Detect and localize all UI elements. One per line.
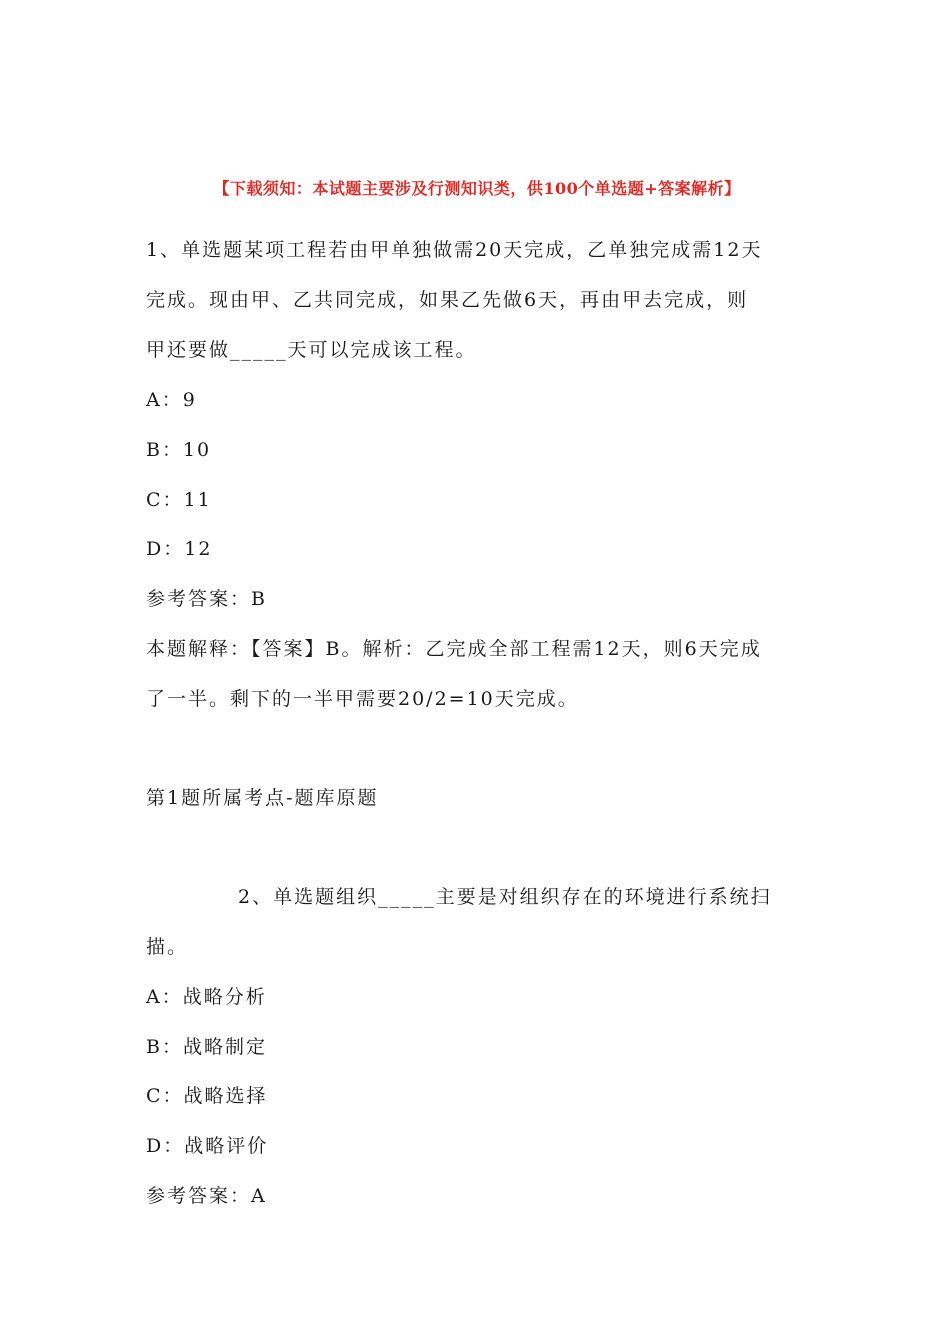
q2-option-a: A：战略分析 [146,986,267,1008]
q1-explanation-line-1: 本题解释：【答案】B。解析：乙完成全部工程需12天，则6天完成 [146,638,762,660]
q1-option-a: A：9 [146,389,197,411]
q1-topic: 第1题所属考点-题库原题 [146,787,379,809]
q2-option-b: B：战略制定 [146,1036,267,1058]
q2-option-c: C：战略选择 [146,1085,268,1107]
q1-stem-line-3: 甲还要做_____天可以完成该工程。 [146,339,477,361]
q1-option-b: B：10 [146,439,212,461]
q2-option-d: D：战略评价 [146,1135,269,1157]
q1-explanation-line-2: 了一半。剩下的一半甲需要20/2=10天完成。 [146,688,579,710]
q2-stem-line-1: 2、单选题组织_____主要是对组织存在的环境进行系统扫 [238,886,772,908]
q1-stem-line-2: 完成。现由甲、乙共同完成，如果乙先做6天，再由甲去完成，则 [146,289,749,311]
q1-answer: 参考答案：B [146,588,267,610]
q1-option-d: D：12 [146,538,213,560]
q1-option-c: C：11 [146,489,212,511]
download-notice: 【下载须知：本试题主要涉及行测知识类，供100个单选题+答案解析】 [213,179,741,198]
q2-stem-line-2: 描。 [146,936,189,958]
q2-answer: 参考答案：A [146,1185,267,1207]
q1-stem-line-1: 1、单选题某项工程若由甲单独做需20天完成，乙单独完成需12天 [146,239,763,261]
